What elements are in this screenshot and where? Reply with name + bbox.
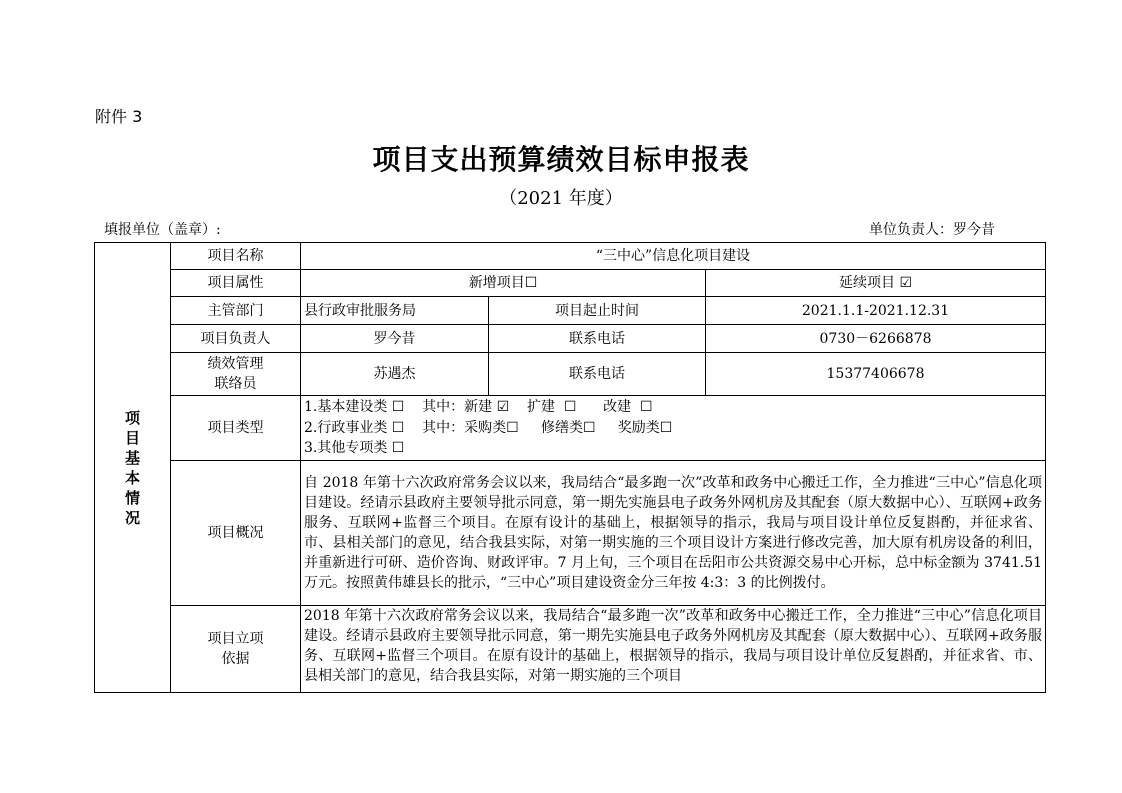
leader-label: 项目负责人 xyxy=(171,325,301,353)
basis-text-cell xyxy=(301,606,1046,693)
type-option-line-3[interactable]: 3.其他专项类 ☐ xyxy=(304,440,405,457)
project-type-label: 项目类型 xyxy=(171,396,301,461)
year-subtitle: （2021 年度） xyxy=(499,188,623,209)
basis-text: 2018 年第十六次政府常务会议以来，我局结合“最多跑一次”改革和政务中心搬迁工作，全力推进“三中心”信息化项目建设。经请示县政府主要领导批示同意，第一期先实施县电子政务外网机房及其配套（原大数据中心）、互联网+政务服务、互联网+监督三个项目。在原有设计的基础上，根据领导的指示，我局与项目设计单位反复斟酌，并征求省、市、县相关部门的意见，结合我县实际，对第一期实施的三个项目 xyxy=(304,608,1043,684)
attribute-continued-option[interactable]: 延续项目 ☑ xyxy=(706,270,1046,297)
row-overview xyxy=(95,461,1046,606)
leader-phone-label: 联系电话 xyxy=(489,325,706,353)
project-name-label: 项目名称 xyxy=(171,243,301,270)
row-project-type xyxy=(95,396,1046,461)
attribute-new-option[interactable]: 新增项目☐ xyxy=(301,270,706,297)
basis-label: 项目立项 依据 xyxy=(171,606,301,693)
leader-phone-value: 0730－6266878 xyxy=(706,325,1046,353)
row-project-name xyxy=(95,243,1046,270)
row-dept xyxy=(95,297,1046,325)
row-leader xyxy=(95,325,1046,353)
project-name-value: “三中心”信息化项目建设 xyxy=(301,243,1046,270)
application-form-table xyxy=(94,242,1046,693)
attachment-label: 附件 3 xyxy=(95,107,143,126)
dept-label: 主管部门 xyxy=(171,297,301,325)
liaison-phone-value: 15377406678 xyxy=(706,353,1046,396)
liaison-label: 绩效管理 联络员 xyxy=(171,353,301,396)
page-title: 项目支出预算绩效目标申报表 xyxy=(372,143,750,176)
dept-value: 县行政审批服务局 xyxy=(301,297,489,325)
fill-unit-label: 填报单位（盖章）: xyxy=(104,222,221,238)
overview-label: 项目概况 xyxy=(171,461,301,606)
type-option-line-1[interactable]: 1.基本建设类 ☐ 其中：新建 ☑ 扩建 ☐ 改建 ☐ xyxy=(304,399,653,416)
row-project-attribute xyxy=(95,270,1046,297)
liaison-phone-label: 联系电话 xyxy=(489,353,706,396)
row-liaison xyxy=(95,353,1046,396)
project-type-options xyxy=(301,396,1046,461)
leader-value: 罗今昔 xyxy=(301,325,489,353)
type-option-line-2[interactable]: 2.行政事业类 ☐ 其中：采购类☐ 修缮类☐ 奖励类☐ xyxy=(304,419,673,436)
section-label-basic-info: 项 目 基 本 情 况 xyxy=(95,243,171,693)
project-attribute-label: 项目属性 xyxy=(171,270,301,297)
overview-text: 自 2018 年第十六次政府常务会议以来，我局结合“最多跑一次”改革和政务中心搬迁工作，全力推进“三中心”信息化项目建设。经请示县政府主要领导批示同意，第一期先实施县电子政务外网机房及其配套（原大数据中心）、互联网+政务服务、互联网+监督三个项目。在原有设计的基础上，根据领导的指示，我局与项目设计单位反复斟酌，并征求省、市、县相关部门的意见，结合我县实际，对第一期实施的三个项目设计方案进行修改完善，加大原有机房设备的利旧，并重新进行可研、造价咨询、财政评审。7 月上旬，三个项目在岳阳市公共资源交易中心开标，总中标金额为 3741.51 万元。按照黄伟雄县长的批示，“三中心”项目建设资金分三年按 4:3：3 的比例拨付。 xyxy=(301,461,1046,606)
liaison-value: 苏遇杰 xyxy=(301,353,489,396)
unit-head-label: 单位负责人：罗今昔 xyxy=(869,222,995,238)
period-label: 项目起止时间 xyxy=(489,297,706,325)
period-value: 2021.1.1-2021.12.31 xyxy=(706,297,1046,325)
row-basis xyxy=(95,606,1046,693)
